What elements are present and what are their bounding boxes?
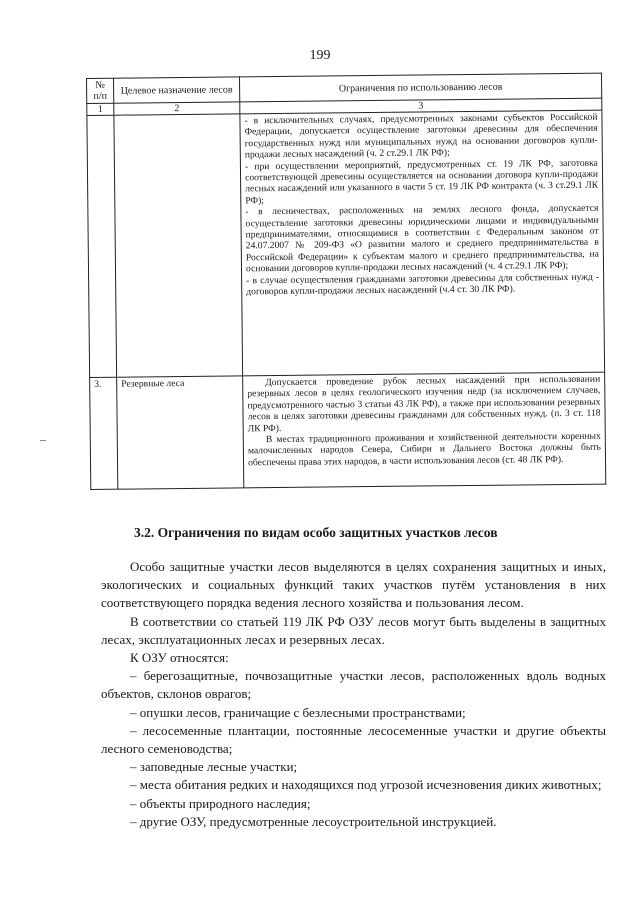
row-purpose: Резервные леса bbox=[117, 376, 244, 489]
column-number: 1 bbox=[87, 103, 114, 115]
restriction-paragraph: - в исключительных случаях, предусмотренных законами субъектов Российской Федерации, допускается осуществление заготовки древесины для обеспечения государственных нужд или муниципальных нужд на основании договоров купли-продажи лесных насаждений (ч. 2 ст.29.1 ЛК РФ); bbox=[244, 111, 598, 161]
restrictions-table bbox=[86, 73, 606, 490]
restriction-paragraph: - в случае осуществления гражданами заготовки древесины для собственных нужд - договоров купли-продажи лесных насаждений (ч.4 ст. 30 ЛК РФ). bbox=[246, 271, 600, 298]
paragraph: В соответствии со статьей 119 ЛК РФ ОЗУ лесов могут быть выделены в защитных лесах, эксплуатационных лесах и резервных лесах. bbox=[101, 613, 606, 647]
restriction-paragraph: - при осуществлении мероприятий, предусмотренных ст. 19 ЛК РФ, заготовка соответствующей древесины осуществляется на основании договора купли-продажи лесных насаждений или указанного в части 5 ст. 19 ЛК РФ контракта (ч. 3 ст.29.1 ЛК РФ); bbox=[244, 157, 599, 207]
list-item: – заповедные лесные участки; bbox=[130, 759, 298, 775]
section-body bbox=[101, 558, 606, 831]
row-purpose bbox=[114, 114, 243, 377]
row-number bbox=[87, 115, 117, 377]
section-heading: 3.2. Ограничения по видам особо защитных участков лесов bbox=[134, 525, 498, 540]
list-item: – другие ОЗУ, предусмотренные лесоустроительной инструкцией. bbox=[130, 813, 497, 829]
column-number: 3 bbox=[240, 98, 602, 114]
table-row bbox=[90, 372, 606, 489]
list-item: – берегозащитные, почвозащитные участки лесов, расположенных вдоль водных объектов, склонов оврагов; bbox=[101, 668, 606, 702]
list-item: – объекты природного наследия; bbox=[130, 795, 311, 811]
paragraph: Особо защитные участки лесов выделяются в целях сохранения защитных и иных, экологических и социальных функций таких участков путём установления в них соответствующего порядка ведения лесного хозяйства и пользования лесом. bbox=[101, 559, 606, 611]
header-purpose: Целевое назначение лесов bbox=[114, 77, 240, 103]
row-restrictions bbox=[240, 110, 605, 376]
restriction-paragraph: В местах традиционного проживания и хозяйственной деятельности коренных малочисленных народов Севера, Сибири и Дальнего Востока должны быть обеспечены права этих народов, в части использования лесов (ст. 48 ЛК РФ). bbox=[247, 430, 601, 469]
list-item: – лесосеменные плантации, постоянные лесосеменные участки и другие объекты лесного семеноводства; bbox=[101, 722, 606, 757]
restriction-paragraph: Допускается проведение рубок лесных насаждений при использовании резервных лесов в целях геологического изучения недр (за исключением случаев, предусмотренного частью 3 статьи 43 ЛК РФ), а также при использовании резервных лесов в целях заготовки древесины гражданами для собственных нужд. (п. 3 ст. 118 ЛК РФ). bbox=[247, 373, 601, 434]
restriction-paragraph: - в лесничествах, расположенных на землях лесного фонда, допускается осуществление заготовки древесины юридическими лицами и индивидуальными предпринимателями, относящимися в соответствии с Федеральным законом от 24.07.2007 № 209-ФЗ «О развитии малого и среднего предпринимательства в Российской Федерации» к субъектам малого и среднего предпринимательства, на основании договоров купли-продажи лесных насаждений (ч. 4 ст.29.1 ЛК РФ); bbox=[245, 202, 599, 275]
paragraph: К ОЗУ относятся: bbox=[130, 650, 229, 666]
table-row bbox=[87, 110, 605, 377]
list-item: – места обитания редких и находящихся под угрозой исчезновения диких животных; bbox=[130, 777, 602, 793]
column-number: 2 bbox=[114, 102, 240, 115]
row-restrictions bbox=[243, 372, 606, 488]
margin-mark bbox=[40, 440, 46, 441]
list-item: – опушки лесов, граничащие с безлесными пространствами; bbox=[130, 704, 466, 720]
header-number: № п/п bbox=[87, 78, 114, 103]
page-number: 199 bbox=[309, 48, 331, 63]
header-restrictions: Ограничения по использованию лесов bbox=[239, 73, 601, 102]
row-number: 3. bbox=[90, 377, 118, 489]
